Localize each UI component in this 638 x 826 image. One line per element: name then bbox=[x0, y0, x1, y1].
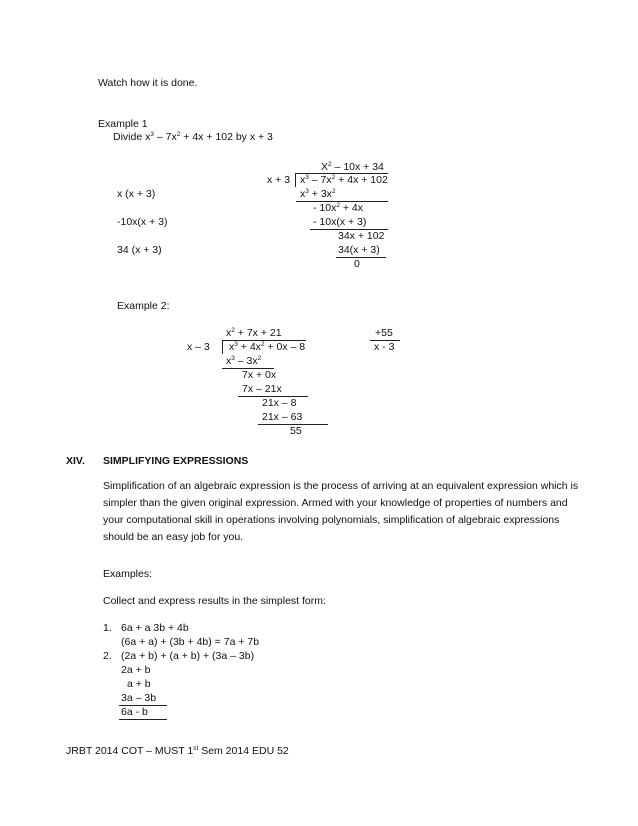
example2-line-d: 21x – 63 bbox=[262, 411, 303, 423]
example1-divisor: x + 3 bbox=[267, 174, 291, 186]
item2-line-2: a + b bbox=[127, 678, 151, 690]
example1-remainder1: - $10x^2 + 4x$ bbox=[313, 202, 364, 214]
item1-expression: 6a + a 3b + 4b bbox=[121, 622, 189, 634]
section-number: XIV. bbox=[66, 455, 85, 467]
example1-rule-3 bbox=[336, 257, 386, 258]
example2-step1: $x^3 - 3x^2$ bbox=[226, 355, 262, 367]
item1-number: 1. bbox=[103, 622, 112, 634]
item2-number: 2. bbox=[103, 650, 112, 662]
intro-text: Watch how it is done. bbox=[98, 77, 198, 89]
example1-final: 0 bbox=[354, 258, 360, 270]
example2-line-a: 7x + 0x bbox=[242, 369, 277, 381]
section-paragraph: Simplification of an algebraic expression is the process of arriving at an equivalent expression which is simpler than the given original expression. Armed with your knowledge of properties of numbers and your computational skill in operations involving polynomials, simplification of algebraic expressions should be an easy job for you. bbox=[103, 480, 579, 543]
item2-line-3: 3a – 3b bbox=[121, 692, 157, 704]
example1-dividend: $x^3 - 7x^2 + 4x + 102$ bbox=[300, 174, 388, 186]
examples-label: Examples: bbox=[103, 568, 153, 580]
page-footer: JRBT 2014 COT – MUST 1st Sem 2014 EDU 52 bbox=[66, 745, 289, 757]
section-title: SIMPLIFYING EXPRESSIONS bbox=[103, 455, 249, 467]
example1-step1: $x^3 + 3x^2$ bbox=[300, 188, 336, 200]
example2-line-b: 7x – 21x bbox=[242, 383, 282, 395]
example2-dividend: $x^3 + 4x^2 + 0x - 8$ bbox=[229, 341, 306, 353]
example1-step2-label: -10x(x + 3) bbox=[117, 216, 168, 228]
example1-title: Example 1 bbox=[98, 118, 148, 130]
example2-divisor: x – 3 bbox=[187, 341, 210, 353]
item2-line-1: 2a + b bbox=[121, 664, 151, 676]
example1-step3: 34(x + 3) bbox=[338, 244, 380, 256]
instruction-text: Collect and express results in the simplest form: bbox=[103, 595, 326, 607]
item2-underline bbox=[119, 719, 167, 720]
example1-remainder2: 34x + 102 bbox=[338, 230, 385, 242]
example1-step2: - 10x(x + 3) bbox=[313, 216, 367, 228]
example1-division-bracket bbox=[295, 173, 296, 187]
item1-work: (6a + a) + (3b + 4b) = 7a + 7b bbox=[121, 636, 260, 648]
example2-remainder-denominator: x - 3 bbox=[374, 341, 395, 353]
example2-final: 55 bbox=[290, 425, 302, 437]
example2-title: Example 2: bbox=[117, 300, 170, 312]
example1-step1-label: x (x + 3) bbox=[117, 188, 156, 200]
item2-expression: (2a + b) + (a + b) + (3a – 3b) bbox=[121, 650, 255, 662]
example2-line-c: 21x – 8 bbox=[262, 397, 297, 409]
example2-division-bracket bbox=[222, 340, 223, 354]
example2-remainder-numerator: +55 bbox=[375, 327, 393, 339]
item2-line-4: 6a - b bbox=[121, 706, 148, 718]
example2-quotient: $x^2 + 7x + 21$ bbox=[226, 327, 282, 339]
example1-quotient: $X^2 - 10x + 34$ bbox=[321, 161, 384, 173]
example1-problem: Divide $x^3 - 7x^2 + 4x + 102$ by x + 3 bbox=[113, 131, 273, 143]
example1-step3-label: 34 (x + 3) bbox=[117, 244, 162, 256]
